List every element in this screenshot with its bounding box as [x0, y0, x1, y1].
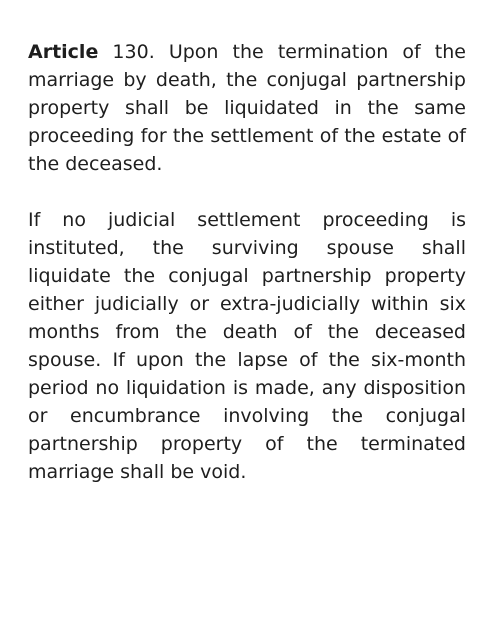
article-body-text: 130. Upon the termination of the marriage by death, the conjugal partnership property shall be liquidated in the same proceeding for the settlement of the estate of the deceased.: [28, 41, 466, 175]
article-paragraph: [28, 38, 466, 178]
article-label: Article: [28, 41, 99, 63]
liquidation-paragraph: If no judicial settlement proceeding is instituted, the surviving spouse shall liquidate the conjugal partnership property either judicially or extra-judicially within six months from the death of the deceased spouse. If upon the lapse of the six-month period no liquidation is made, any disposition or encumbrance involving the conjugal partnership property of the terminated marriage shall be void.: [28, 209, 466, 483]
